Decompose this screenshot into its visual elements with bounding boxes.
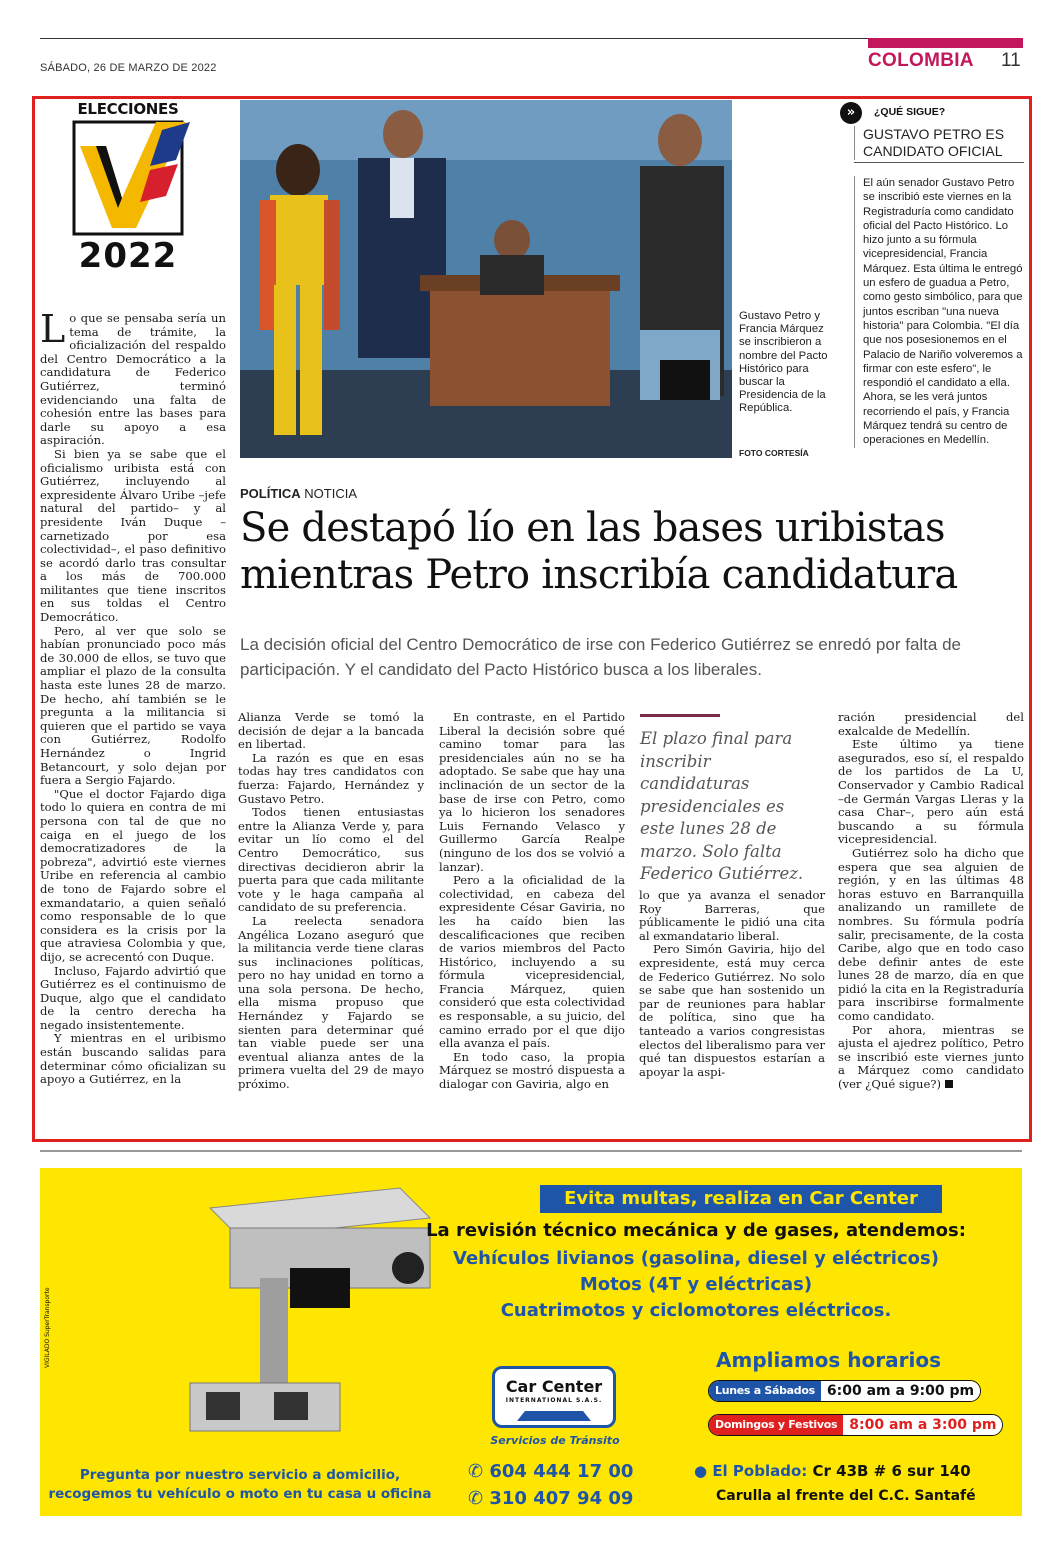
hours-label: Domingos y Festivos: [709, 1415, 843, 1435]
ad-headline: La revisión técnico mecánica y de gases, atendemos:: [426, 1220, 966, 1241]
logo-services: Servicios de Tránsito: [490, 1434, 620, 1447]
paragraph: ración presidencial del exalcalde de Medellín.: [838, 710, 1024, 738]
kicker-type: NOTICIA: [304, 486, 358, 501]
photo-caption: Gustavo Petro y Francia Márquez se inscribieron a nombre del Pacto Histórico para buscar la Presidencia de la República.: [739, 310, 828, 415]
address-place: El Poblado:: [712, 1462, 808, 1480]
logo-title: ELECCIONES: [77, 100, 179, 118]
paragraph: Este último ya tiene asegurados, eso sí, el respaldo de los partidos de La U, Conservador y Cambio Radical –de Germán Vargas Lleras y la casa Char–, pero aún está buscando a su fórmula vicepresidencial.: [838, 737, 1024, 847]
paragraph: La reelecta senadora Angélica Lozano aseguró que la militancia verde tiene claras sus inclinaciones políticas, pero no hay unidad en torno a una sola persona. De hecho, ella misma propuso que Hernández y Fajardo se sienten para determinar qué tan viable puede ser una eventual alianza antes de la primera vuelta del 29 de mayo próximo.: [238, 913, 424, 1092]
paragraph: En todo caso, la propia Márquez se mostró dispuesta a dialogar con Gaviria, algo en: [439, 1049, 625, 1092]
pullquote-bar: [640, 714, 720, 717]
deck: La decisión oficial del Centro Democrático de irse con Federico Gutiérrez se enredó por falta de participación. Y el candidato del Pacto Histórico busca a los liberales.: [240, 635, 961, 679]
hours-time: 6:00 am a 9:00 pm: [821, 1381, 980, 1401]
phone-icon: ✆: [468, 1461, 490, 1482]
logo-name: Car Center: [505, 1377, 603, 1396]
vigilado-label: VIGILADO SuperTransporte: [44, 1287, 51, 1368]
paragraph: Pero a la oficialidad de la colectividad, en cabeza del expresidente César Gaviria, no les ha caído bien las descalificaciones que reciben de varios miembros del Pacto Histórico, incluyendo a su fórmula vicepresidencial, Francia Márquez, quien consideró que esta colectividad es responsable, a su juicio, del camino errado por el que dijo ella avanza el país.: [439, 873, 625, 1051]
phone-whatsapp[interactable]: [468, 1488, 633, 1509]
hours-sundays: [708, 1414, 1003, 1436]
paragraph: Pero, al ver que solo se habían pronunciado poco más de 30.000 de ellos, se tuvo que ampliar el plazo de la consulta hasta este lunes 28 de marzo. De hecho, ahí también se le pregunta a la militancia si quieren que el partido se vaya con Gutiérrez, Rodolfo Hernández o Ingrid Betancourt, y solo dejan por fuera a Sergio Fajardo.: [40, 623, 226, 788]
body-column-4: [639, 889, 825, 1079]
address-reference: Carulla al frente del C.C. Santafé: [716, 1488, 976, 1504]
article-photo: [240, 100, 732, 458]
car-center-logo: [492, 1366, 616, 1428]
hours-title: Ampliamos horarios: [716, 1348, 941, 1372]
sidebar-title: GUSTAVO PETRO ES CANDIDATO OFICIAL: [854, 126, 1022, 160]
header-date: SÁBADO, 26 DE MARZO DE 2022: [40, 62, 217, 74]
hours-time: 8:00 am a 3:00 pm: [843, 1415, 1002, 1435]
address-street: Cr 43B # 6 sur 140: [812, 1462, 971, 1480]
ad-divider: [40, 1150, 1022, 1152]
paragraph: "Que el doctor Fajardo diga todo lo quiera en contra de mi persona con tal de que no caiga en el juego de los democratizadores de la pobreza", advirtió este viernes Uribe en referencia al cambio de tono de Fajardo sobre el exmandatario, a quien señaló como responsable de lo que considera es la crisis por la que atraviesa Colombia y que, dijo, se acrecentó con Duque.: [40, 786, 226, 964]
location-pin-icon: ●: [694, 1462, 713, 1480]
sidebar-title-rule: [854, 162, 1024, 163]
section-color-bar: [868, 38, 1023, 48]
whatsapp-icon: ✆: [468, 1488, 490, 1509]
body-column-5: [838, 711, 1024, 1092]
section-name: COLOMBIA: [868, 50, 974, 71]
end-mark: [945, 1080, 953, 1088]
paragraph: [838, 1024, 1024, 1092]
body-column-3: [439, 711, 625, 1092]
paragraph: lo que ya avanza el senador Roy Barreras, que públicamente le pidió una cita al exmandatario liberal.: [639, 888, 825, 943]
paragraph: [40, 307, 226, 448]
que-sigue-sidebar: [840, 100, 1025, 490]
hours-weekdays: [708, 1380, 981, 1402]
elecciones-logo: [66, 100, 190, 278]
ad-service-cuatrimotos: Cuatrimotos y ciclomotores eléctricos.: [500, 1300, 892, 1321]
photo-credit: FOTO CORTESÍA: [739, 448, 809, 458]
paragraph: La razón es que en esas todas hay tres candidatos con fuerza: Fajardo, Hernández y Gustavo Petro.: [238, 750, 424, 806]
phone-number: 310 407 94 09: [489, 1488, 634, 1509]
page-number: 11: [1001, 50, 1021, 71]
double-chevron-icon: »: [840, 102, 862, 124]
body-column-1: [40, 307, 226, 1087]
headline: Se destapó lío en las bases uribistas mientras Petro inscribía candidatura: [240, 505, 958, 598]
sidebar-kicker: ¿QUÉ SIGUE?: [874, 106, 946, 118]
logo-subtitle: INTERNATIONAL S.A.S.: [505, 1397, 603, 1404]
paragraph: Alianza Verde se tomó la decisión de dejar a la bancada en libertad.: [238, 710, 424, 752]
pullquote: El plazo final para inscribir candidaturas presidenciales es este lunes 28 de marzo. Solo falta Federico Gutiérrez.: [640, 729, 804, 883]
paragraph: Si bien ya se sabe que el oficialismo uribista está con Gutiérrez, incluyendo al expresidente Álvaro Uribe –jefe natural del partido– y al presidente Iván Duque –carnetizado por esa colectividad–, el paso definitivo se acordó darlo tras consultar a los más de 700.000 militantes que tiene inscritos en sus toldas el Centro Democrático.: [40, 446, 226, 625]
home-service-text: Pregunta por nuestro servicio a domicilio, recogemos tu vehículo o moto en tu casa u oficina: [48, 1467, 432, 1502]
paragraph: En contraste, en el Partido Liberal la decisión sobre qué camino tomar para las presidenciales aún no se ha adoptado. Se sabe que hay una inclinación de un sector de la base de irse con Petro, como ya lo hicieron los senadores Luis Fernando Velasco y Guillermo García Realpe (ninguno de los dos se volvió a lanzar).: [439, 710, 625, 874]
address-line: [694, 1462, 971, 1480]
dropcap: L: [40, 307, 66, 351]
ad-banner: Evita multas, realiza en Car Center: [540, 1185, 942, 1213]
ad-service-motos: Motos (4T y eléctricas): [579, 1274, 813, 1295]
paragraph-text: Por ahora, mientras se ajusta el ajedrez político, Petro se inscribió este viernes junto a Márquez como candidato (ver ¿Qué sigue?): [838, 1022, 1024, 1092]
phone-landline[interactable]: [468, 1461, 633, 1482]
hours-label: Lunes a Sábados: [709, 1381, 821, 1401]
body-column-2: [238, 711, 424, 1092]
logo-year: 2022: [78, 236, 178, 276]
paragraph: Y mientras en el uribismo están buscando salidas para determinar cómo oficializan su apoyo a Gutiérrez, en la: [40, 1031, 226, 1087]
car-center-ad[interactable]: [40, 1168, 1022, 1516]
phone-number: 604 444 17 00: [489, 1461, 634, 1482]
paragraph: Pero Simón Gaviria, hijo del expresidente, está muy cerca de Federico Gutiérrez. No solo se sabe que han sostenido un par de reuniones para hablar de política, sino que ha tanteado a varios congresistas electos del liberalismo para ver qué tan dispuestos estarían a apoyar la aspi-: [639, 942, 825, 1079]
article-kicker: [240, 486, 357, 501]
photo-illustration: [240, 100, 732, 458]
paragraph: Todos tienen entusiastas entre la Alianza Verde y, para evitar un lío como el del Centro Democrático, sus directivas decidieron abrir la puerta para que cada militante vote y le haga campaña al candidato de su preferencia.: [238, 805, 424, 915]
ad-service-cars: Vehículos livianos (gasolina, diesel y eléctricos): [453, 1248, 939, 1269]
sidebar-body: El aún senador Gustavo Petro se inscribió este viernes en la Registraduría como candidato oficial del Pacto Histórico. Lo hizo junto a su fórmula vicepresidencial, Francia Márquez. Esta última le entregó un esfero de guadua a Petro, como gesto simbólico, para que juntos escriban "una nueva historia" para Colombia. "El día que nos posesionemos en el Palacio de Nariño volveremos a firmar con este esfero", le respondió el candidato a ella. Ahora, se les verá juntos recorriendo el país, y Francia Márquez tendrá su centro de operaciones en Medellín.: [854, 176, 1024, 448]
paragraph-text: o que se pensaba sería un tema de trámite, la oficialización del respaldo del Centro Democrático a la candidatura de Federico Gutiérrez, terminó evidenciando una falta de cohesión entre las bases para darle su apoyo a esa aspiración.: [40, 311, 226, 448]
kicker-section: POLÍTICA: [240, 486, 301, 501]
paragraph: Gutiérrez solo ha dicho que espera que sea alguien de región, y en las últimas 48 horas estuvo en Barranquilla analizando un ramillete de nombres. Su fórmula podría salir, precisamente, de la costa Caribe, algo que en todo caso debe definir antes de este lunes 28 de marzo, día en que pidió la cita en la Registraduría para inscribirse formalmente como candidato.: [838, 845, 1024, 1024]
car-icon: [495, 1407, 613, 1427]
paragraph: Incluso, Fajardo advirtió que Gutiérrez es el continuismo de Duque, algo que el candidato de la centro derecha ha negado insistentemente.: [40, 963, 226, 1032]
